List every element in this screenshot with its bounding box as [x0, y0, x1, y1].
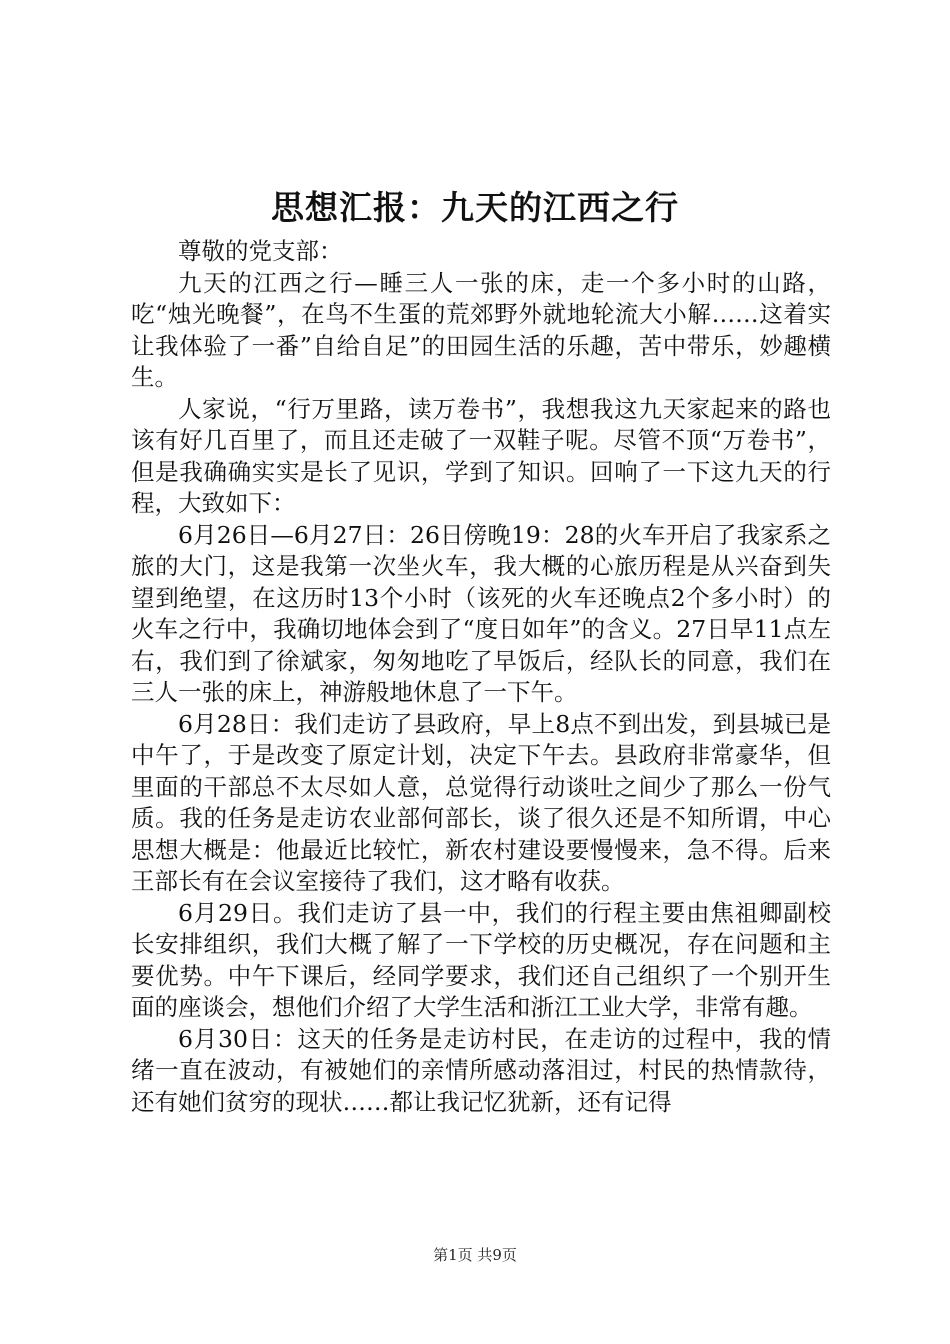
page-title: 思想汇报：九天的江西之行 [271, 188, 679, 227]
paragraph-june-26-27: 6月26日—6月27日：26日傍晚19：28的火车开启了我家系之旅的大门，这是我第一次坐火车，我大概的心旅历程是从兴奋到失望到绝望，在这历时13个小时（该死的火车还晚点2个多小时）的火车之行中，我确切地体会到了“度日如年”的含义。27日早11点左右，我们到了徐斌家，匆匆地吃了早饭后，经队长的同意，我们在三人一张的床上，神游般地休息了一下午。 [131, 520, 831, 706]
salutation: 尊敬的党支部： [178, 237, 343, 265]
document-body [131, 236, 831, 1118]
paragraph-june-30: 6月30日：这天的任务是走访村民，在走访的过程中，我的情绪一直在波动，有被她们的亲情所感动落泪过，村民的热情款待，还有她们贫穷的现状……都让我记忆犹新，还有记得 [131, 1024, 831, 1116]
paragraph-intro: 九天的江西之行—睡三人一张的床，走一个多小时的山路，吃“烛光晚餐”，在鸟不生蛋的荒郊野外就地轮流大小解……这着实让我体验了一番”自给自足”的田园生活的乐趣，苦中带乐，妙趣横生。 [131, 268, 831, 391]
page-number-footer: 第1页 共9页 [433, 1246, 517, 1264]
paragraph-overview: 人家说，“行万里路，读万卷书”，我想我这九天家起来的路也该有好几百里了，而且还走破了一双鞋子呢。尽管不顶“万卷书”，但是我确确实实是长了见识，学到了知识。回响了一下这九天的行程，大致如下： [131, 394, 831, 517]
paragraph-june-28: 6月28日：我们走访了县政府，早上8点不到出发，到县城已是中午了，于是改变了原定计划，决定下午去。县政府非常豪华，但里面的干部总不太尽如人意，总觉得行动谈吐之间少了那么一份气质。我的任务是走访农业部何部长，谈了很久还是不知所谓，中心思想大概是：他最近比较忙，新农村建设要慢慢来，急不得。后来王部长有在会议室接待了我们，这才略有收获。 [131, 709, 831, 895]
paragraph-june-29: 6月29日。我们走访了县一中，我们的行程主要由焦祖卿副校长安排组织，我们大概了解了一下学校的历史概况，存在问题和主要优势。中午下课后，经同学要求，我们还自己组织了一个别开生面的座谈会，想他们介绍了大学生活和浙江工业大学，非常有趣。 [131, 898, 831, 1021]
